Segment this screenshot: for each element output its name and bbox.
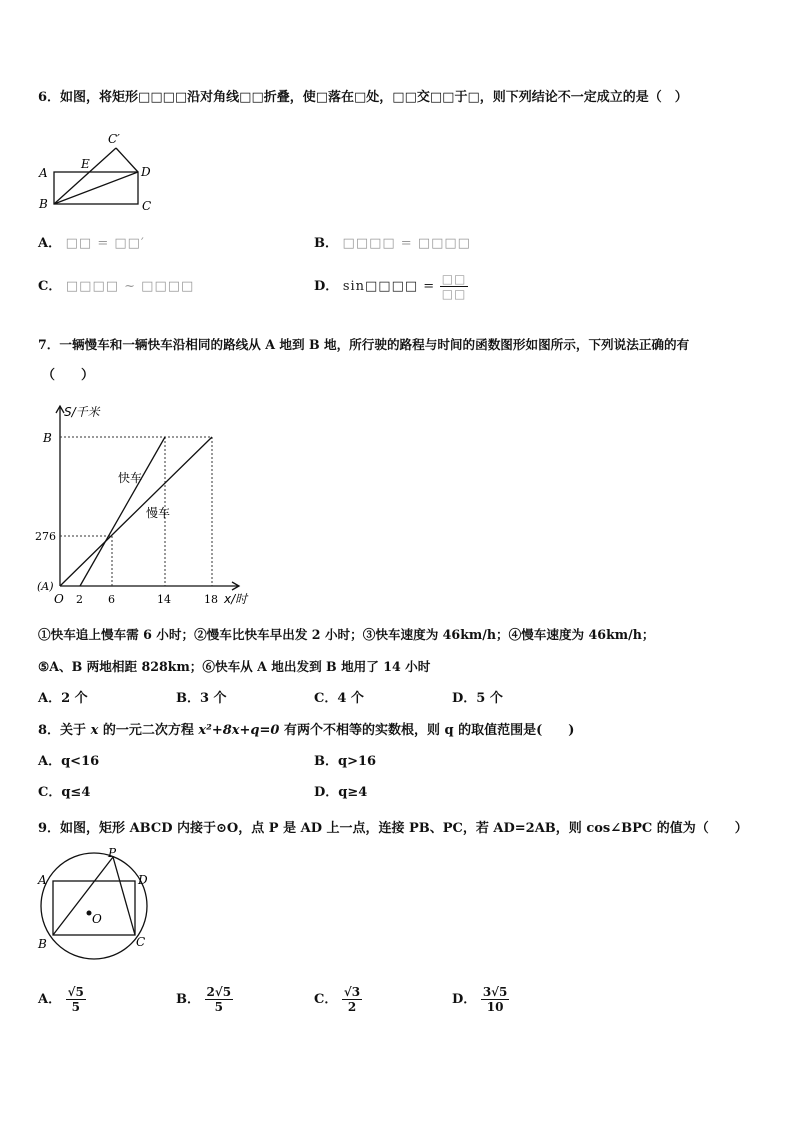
q7-x-tick-18: 18 [204, 593, 218, 606]
q6-option-b-text: □□□□ = □□□□ [342, 236, 471, 251]
q9-option-a[interactable] [38, 985, 86, 1014]
q6-option-a-text: □□ = □□′ [65, 236, 145, 251]
q7-origin-label: O [54, 592, 64, 606]
q7-option-a[interactable]: A．2 个 [38, 691, 88, 706]
q6-option-d-fraction [440, 272, 469, 301]
q8-option-a[interactable]: A．q<16 [38, 754, 100, 769]
q6-option-d-label: D． [314, 279, 339, 294]
q9-option-a-fraction [66, 985, 86, 1014]
q7-label-a: (A) [37, 580, 54, 593]
q6-option-d-text: sin□□□□ = [342, 279, 436, 294]
q9-option-b-fraction [205, 985, 234, 1014]
q8-stem-var: x [90, 723, 99, 738]
q6-option-c-text: □□□□ ~ □□□□ [65, 279, 195, 294]
q9-option-c-numerator: √3 [343, 985, 361, 999]
q7-x-axis-label: x/时 [224, 592, 248, 606]
q6-option-d-numerator: □□ [441, 272, 467, 286]
q8-option-d[interactable]: D．q≥4 [314, 785, 368, 800]
q9-label-d: D [138, 873, 148, 887]
q9-option-b-numerator: 2√5 [206, 985, 232, 999]
q8-stem [38, 719, 574, 738]
q7-stem-line2: （ ） [42, 368, 95, 383]
q9-label-a: A [38, 873, 47, 887]
q6-option-c[interactable] [38, 275, 194, 294]
q6-option-b-label: B． [314, 236, 338, 251]
q7-label-b: B [43, 431, 52, 445]
q7-x-tick-2: 2 [76, 593, 83, 606]
q6-option-d[interactable] [314, 272, 468, 301]
q9-option-a-denominator: 5 [71, 1000, 80, 1014]
q6-figure [36, 128, 166, 218]
q7-slow-car-label: 慢车 [146, 506, 171, 520]
q9-option-d-numerator: 3√5 [482, 985, 508, 999]
q9-option-c[interactable] [314, 985, 362, 1014]
q6-option-a-label: A． [38, 236, 62, 251]
q6-label-c: C [142, 199, 152, 213]
q9-option-b-denominator: 5 [214, 1000, 223, 1014]
q9-label-o: O [92, 912, 102, 926]
q8-option-c[interactable]: C．q≤4 [38, 785, 91, 800]
q7-graph [34, 400, 259, 610]
q9-option-b[interactable] [176, 985, 233, 1014]
q8-option-b[interactable]: B．q>16 [314, 754, 377, 769]
q7-option-b[interactable]: B．3 个 [176, 691, 227, 706]
q8-stem-equation: x²+8x+q=0 [198, 723, 280, 738]
q9-option-d-denominator: 10 [486, 1000, 504, 1014]
q9-option-a-numerator: √5 [67, 985, 84, 999]
q7-x-tick-14: 14 [157, 593, 171, 606]
q6-label-a: A [39, 166, 48, 180]
q6-option-d-denominator: □□ [441, 287, 467, 301]
q9-option-c-fraction [342, 985, 362, 1014]
q9-option-b-label: B． [176, 992, 200, 1007]
q6-stem: 6．如图，将矩形□□□□沿对角线□□折叠，使□落在□处，□□交□□于□，则下列结论不一定成立的是（ ） [38, 90, 688, 105]
q7-statements-line1: ①快车追上慢车需 6 小时；②慢车比快车早出发 2 小时；③快车速度为 46km/h；④慢车速度为 46km/h； [38, 627, 655, 642]
q6-label-b: B [39, 197, 48, 211]
q9-option-d-fraction [481, 985, 510, 1014]
q7-option-d[interactable]: D．5 个 [452, 691, 503, 706]
q9-option-a-label: A． [38, 992, 62, 1007]
q9-option-c-label: C． [314, 992, 338, 1007]
q8-stem-post: 有两个不相等的实数根，则 q 的取值范围是( ) [279, 723, 575, 738]
q9-figure [34, 848, 164, 960]
q6-label-c-prime: C′ [108, 132, 120, 146]
q7-y-axis-label: S/千米 [64, 405, 100, 419]
q7-slow-car-line [60, 437, 212, 586]
q6-option-a[interactable] [38, 232, 145, 251]
q7-statements-line2: ⑤A、B 两地相距 828km；⑥快车从 A 地出发到 B 地用了 14 小时 [38, 659, 431, 674]
q6-label-e: E [81, 157, 90, 171]
q6-option-c-label: C． [38, 279, 62, 294]
q8-stem-mid: 的一元二次方程 [98, 723, 199, 738]
q8-stem-pre: 8．关于 [38, 723, 91, 738]
q9-label-b: B [38, 937, 47, 951]
q7-fast-car-label: 快车 [118, 471, 143, 485]
q9-stem: 9．如图，矩形 ABCD 内接于⊙O，点 P 是 AD 上一点，连接 PB、PC，若 AD=2AB，则 cos∠BPC 的值为（ ） [38, 821, 748, 836]
q7-x-tick-6: 6 [108, 593, 115, 606]
q6-label-d: D [141, 165, 151, 179]
q9-option-c-denominator: 2 [347, 1000, 357, 1014]
q9-option-d[interactable] [452, 985, 509, 1014]
q7-option-c[interactable]: C．4 个 [314, 691, 364, 706]
q9-label-c: C [136, 935, 146, 949]
q9-option-d-label: D． [452, 992, 477, 1007]
q7-y-tick-276: 276 [35, 530, 56, 543]
q7-stem-line1: 7．一辆慢车和一辆快车沿相同的路线从 A 地到 B 地，所行驶的路程与时间的函数图形如图所示，下列说法正确的有 [38, 337, 690, 352]
q9-label-p: P [108, 848, 117, 860]
q6-option-b[interactable] [314, 232, 471, 251]
